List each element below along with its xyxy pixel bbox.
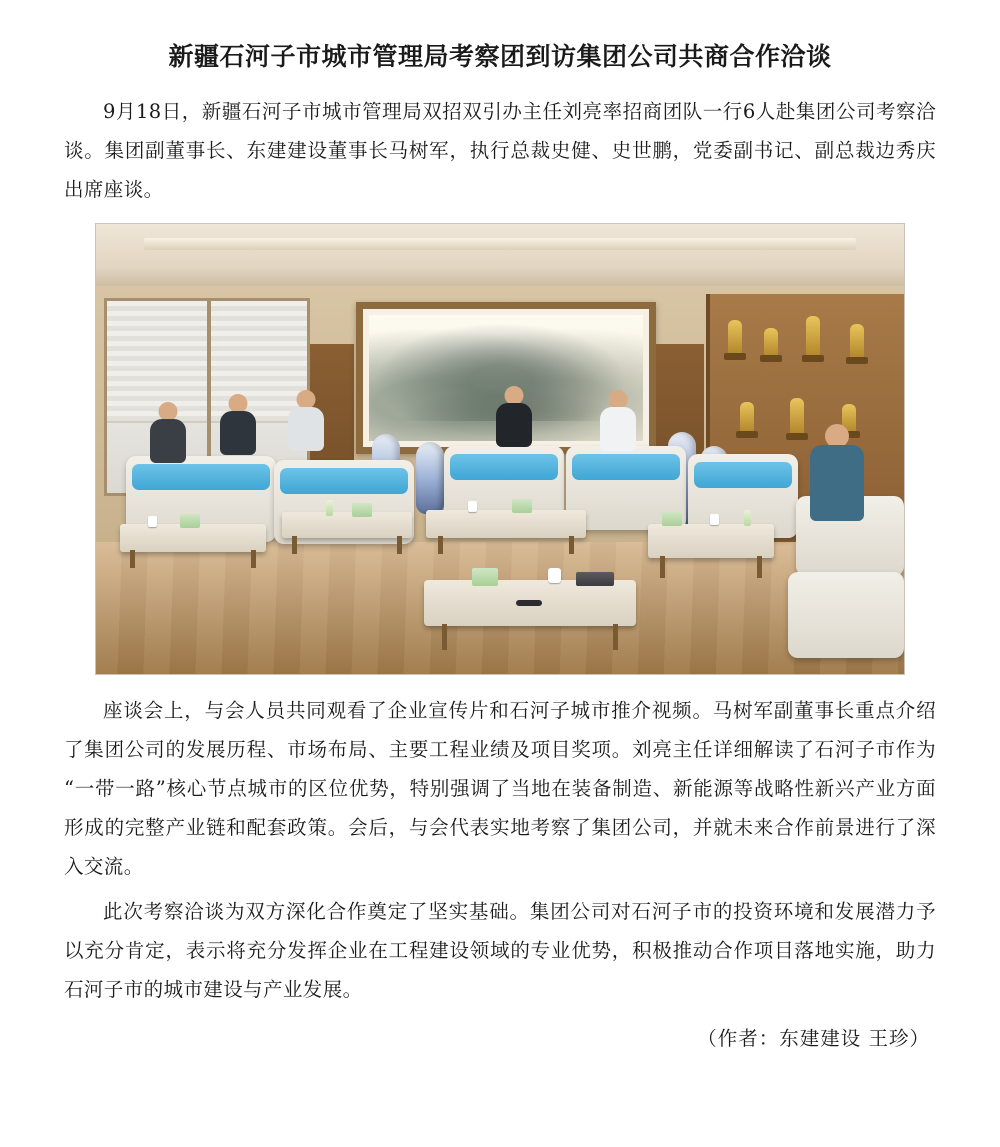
table-leg — [438, 536, 443, 554]
person-body — [600, 407, 636, 451]
article-figure — [64, 223, 936, 675]
table-leg — [397, 536, 402, 554]
trophy-icon — [764, 328, 778, 356]
cup — [468, 501, 477, 512]
table-leg — [130, 550, 135, 568]
side-table — [648, 524, 774, 558]
vase — [416, 442, 444, 514]
person-body — [220, 411, 256, 455]
person-body — [810, 445, 864, 521]
cup — [548, 568, 561, 583]
table-leg — [442, 624, 447, 650]
person — [598, 390, 638, 452]
ceiling — [96, 224, 904, 286]
table-leg — [660, 556, 665, 578]
table-leg — [757, 556, 762, 578]
trophy-icon — [740, 402, 754, 432]
tissue-box — [180, 514, 200, 528]
person-body — [288, 407, 324, 451]
person — [494, 386, 534, 448]
sofa-right-2 — [788, 572, 904, 658]
paragraph-3: 此次考察洽谈为双方深化合作奠定了坚实基础。集团公司对石河子市的投资环境和发展潜力予以充分肯定，表示将充分发挥企业在工程建设领域的专业优势，积极推动合作项目落地实施，助力石河子市的城市建设与产业发展。 — [64, 899, 936, 1001]
person — [148, 402, 188, 464]
table-leg — [251, 550, 256, 568]
person — [808, 424, 866, 524]
cup — [148, 516, 157, 527]
coffee-table — [120, 524, 266, 552]
person — [218, 394, 258, 456]
notebook — [576, 572, 614, 586]
bottle — [326, 500, 333, 516]
bottle — [744, 510, 751, 526]
tissue-box — [352, 503, 372, 517]
sofa-cushion — [280, 468, 408, 494]
trophy-icon — [806, 316, 820, 356]
coffee-table — [426, 510, 586, 538]
trophy-icon — [850, 324, 864, 358]
author-signature: （作者：东建建设 王珍） — [697, 1026, 930, 1050]
remote-control — [516, 600, 542, 606]
tissue-box — [472, 568, 498, 586]
paragraph-2: 座谈会上，与会人员共同观看了企业宣传片和石河子城市推介视频。马树军副董事长重点介绍了集团公司的发展历程、市场布局、主要工程业绩及项目奖项。刘亮主任详细解读了石河子市作为“一带一路”核心节点城市的区位优势，特别强调了当地在装备制造、新能源等战略性新兴产业方面形成的完整产业链和配套政策。会后，与会代表实地考察了集团公司，并就未来合作前景进行了深入交流。 — [64, 698, 936, 878]
page-title: 新疆石河子市城市管理局考察团到访集团公司共商合作洽谈 — [168, 42, 832, 71]
table-leg — [292, 536, 297, 554]
tissue-box — [662, 512, 682, 526]
coffee-table — [282, 512, 412, 538]
table-leg — [569, 536, 574, 554]
meeting-room-photo — [95, 223, 905, 675]
sofa-cushion — [694, 462, 792, 488]
table-leg — [613, 624, 618, 650]
sofa-cushion — [450, 454, 558, 480]
sofa-cushion — [132, 464, 270, 490]
trophy-icon — [728, 320, 742, 354]
trophy-icon — [790, 398, 804, 434]
person-body — [496, 403, 532, 447]
sofa-cushion — [572, 454, 680, 480]
person-body — [150, 419, 186, 463]
cup — [710, 514, 719, 525]
person — [286, 390, 326, 452]
center-table — [424, 580, 636, 626]
tissue-box — [512, 499, 532, 513]
paragraph-1: 9月18日，新疆石河子市城市管理局双招双引办主任刘亮率招商团队一行6人赴集团公司考察洽谈。集团副董事长、东建建设董事长马树军，执行总裁史健、史世鹏，党委副书记、副总裁边秀庆出席座谈。 — [64, 99, 936, 201]
